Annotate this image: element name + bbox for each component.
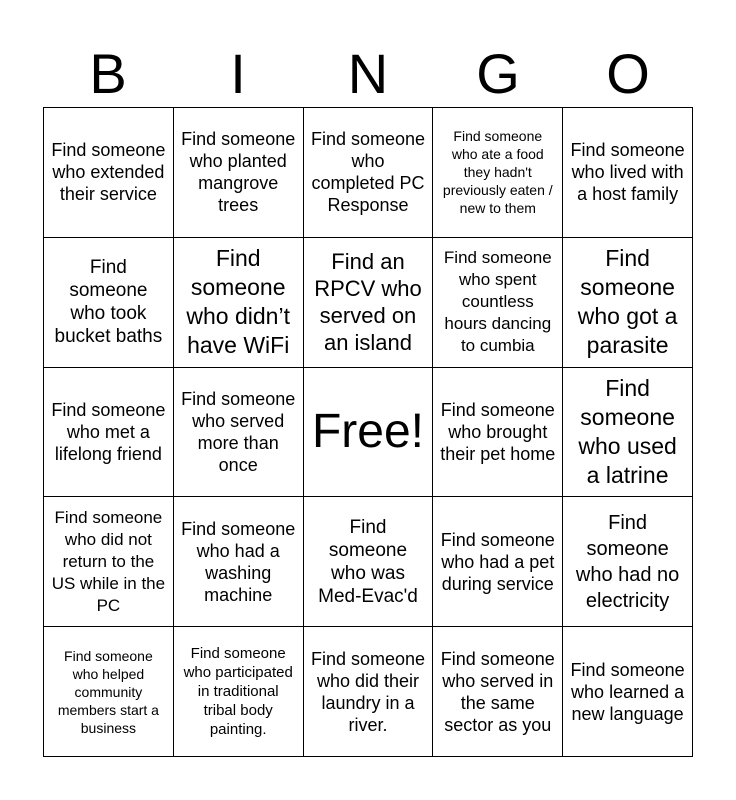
cell-text: Find someone who used a latrine (578, 374, 677, 488)
cell-text: Find someone who spent countless hours dancing to cumbia (443, 248, 552, 356)
bingo-cell (44, 108, 174, 238)
bingo-cell (174, 368, 304, 498)
bingo-cell (433, 108, 563, 238)
cell-text: Find someone who lived with a host family (570, 140, 685, 205)
cell-text: Find someone who participated in traditional tribal body painting. (183, 645, 293, 739)
cell-text: Find someone who brought their pet home (440, 399, 556, 464)
bingo-cell (174, 238, 304, 368)
cell-text: Find someone who had a washing machine (181, 518, 296, 605)
cell-text: Find someone who did their laundry in a river. (310, 648, 426, 735)
bingo-cell (304, 108, 434, 238)
bingo-cell (304, 497, 434, 627)
bingo-cell (304, 627, 434, 757)
cell-text: Find someone who learned a new language (570, 659, 685, 724)
bingo-cell (563, 368, 693, 498)
cell-text: Find someone who completed PC Response (310, 129, 426, 216)
header-letter-n: N (347, 42, 389, 105)
bingo-grid (43, 107, 693, 757)
cell-text: Find someone who didn’t have WiFi (186, 245, 290, 359)
bingo-cell (174, 627, 304, 757)
cell-text: Find someone who served more than once (181, 388, 296, 475)
bingo-header (43, 40, 693, 108)
cell-text: Find someone who extended their service (51, 140, 166, 205)
cell-text: Find someone who had no electricity (575, 511, 680, 612)
cell-text: Find someone who got a parasite (577, 245, 678, 359)
bingo-cell (44, 368, 174, 498)
header-letter-o: O (606, 42, 650, 105)
bingo-cell (44, 497, 174, 627)
cell-text: Find someone who helped community members start a business (57, 647, 159, 736)
bingo-cell (563, 497, 693, 627)
cell-text: Find someone who did not return to the US while in the PC (51, 507, 166, 615)
cell-text: Find someone who ate a food they hadn't previously eaten / new to them (442, 128, 553, 217)
header-letter-b: B (89, 42, 127, 105)
header-letter-i: I (230, 42, 246, 105)
bingo-cell (44, 627, 174, 757)
cell-text: Find someone who took bucket baths (54, 257, 163, 348)
free-space (304, 368, 434, 498)
free-space-label: Free! (311, 404, 424, 458)
bingo-cell (433, 627, 563, 757)
bingo-cell (563, 627, 693, 757)
bingo-cell (44, 238, 174, 368)
header-letter-g: G (476, 42, 520, 105)
cell-text: Find an RPCV who served on an island (314, 249, 422, 356)
bingo-cell (433, 238, 563, 368)
bingo-cell (563, 108, 693, 238)
cell-text: Find someone who served in the same sector as you (440, 648, 555, 735)
bingo-cell (563, 238, 693, 368)
bingo-cell (174, 497, 304, 627)
cell-text: Find someone who had a pet during service (440, 529, 555, 594)
cell-text: Find someone who met a lifelong friend (51, 399, 166, 464)
bingo-cell (433, 497, 563, 627)
bingo-cell (304, 238, 434, 368)
bingo-cell (174, 108, 304, 238)
bingo-cell (433, 368, 563, 498)
cell-text: Find someone who was Med-Evac'd (318, 516, 418, 607)
cell-text: Find someone who planted mangrove trees (181, 129, 296, 216)
